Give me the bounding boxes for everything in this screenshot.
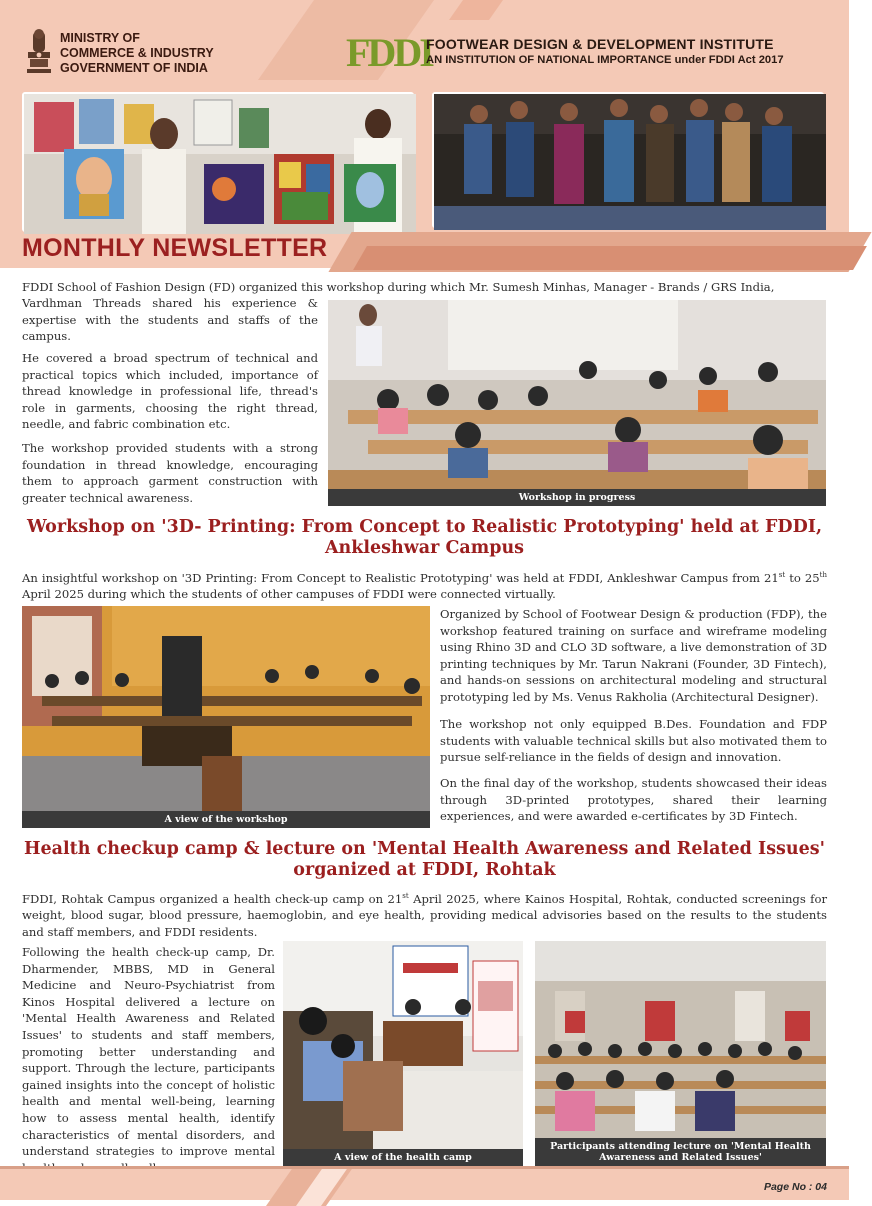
ministry-block — [60, 31, 214, 76]
section2-heading: Workshop on '3D- Printing: From Concept to Realistic Prototyping' held at FDDI, Ankleshwar Campus — [26, 517, 823, 558]
fashion-show-photo — [432, 92, 824, 228]
ministry-line: GOVERNMENT OF INDIA — [60, 61, 208, 75]
section2-intro — [22, 567, 827, 603]
ordinal-suffix: st — [778, 571, 786, 579]
footer-divider — [0, 1166, 849, 1169]
page-footer — [0, 1166, 849, 1200]
page-header — [0, 0, 849, 268]
ordinal-suffix: th — [819, 571, 827, 579]
newsletter-title: MONTHLY NEWSLETTER — [22, 234, 328, 262]
institute-subtitle: AN INSTITUTION OF NATIONAL IMPORTANCE under FDDI Act 2017 — [426, 54, 784, 66]
section3-paragraph: Following the health check-up camp, Dr. Dharmender, MBBS, MD in General Medicine and Neuro-Psychiatrist from Kinos Hospital delivered a lecture on 'Mental Health Awareness and Related Issues' to students and staff members, promoting better understanding and support. Through the lecture, participants gained insights into the concept of holistic health and mental well-being, learning how to assess mental health, identify characteristics of mental disorders, and understand strategies to improve mental — [22, 945, 275, 1159]
photo-caption: A view of the workshop — [22, 811, 430, 828]
title-banner-decoration — [353, 246, 867, 270]
ministry-line: COMMERCE & INDUSTRY — [60, 46, 214, 60]
fddi-logo — [346, 30, 432, 75]
intro-text: April 2025 during which the students of other campuses of FDDI were connected virtually. — [22, 587, 556, 602]
section3-heading: Health checkup camp & lecture on 'Mental Health Awareness and Related Issues' organized at FDDI, Rohtak — [24, 839, 825, 880]
photo-caption: A view of the health camp — [283, 1149, 523, 1166]
workshop-photo — [328, 300, 826, 506]
section2-paragraph: Organized by School of Footwear Design & production (FDP), the workshop featured training on surface and wireframe modeling using Rhino 3D and CLO 3D software, a live demonstration of 3D printing techniques by Mr. Tarun Nakrani (Founder, 3D Fintech), and hands-on sessions on architectural modeling and structural prototyping led by Ms. Venus Rakholia (Architectural Designer). — [440, 607, 827, 704]
health-camp-photo — [283, 941, 523, 1166]
national-emblem-icon — [24, 28, 54, 78]
intro-text: April 2025, where Kainos Hospital, Rohtak, conducted screenings for weight, blood sugar, blood pressure, haemoglobin, and eye health, providing medical advisories based on the results to the students and staff members, and FDDI residents. — [22, 891, 827, 940]
workshop-view-photo — [22, 606, 430, 828]
section1-intro-line: FDDI School of Fashion Design (FD) organized this workshop during which Mr. Sumesh Minhas, Manager - Brands / GRS India, — [22, 280, 775, 294]
lecture-photo — [535, 941, 826, 1166]
page-number: Page No : 04 — [763, 1181, 827, 1193]
intro-text: to 25 — [785, 570, 820, 585]
header-decoration — [449, 0, 531, 20]
intro-text: FDDI, Rohtak Campus organized a health check-up camp on 21 — [22, 891, 403, 906]
section2-paragraph: The workshop not only equipped B.Des. Foundation and FDP students with valuable technical skills but also motivated them to pursue self-reliance in the fields of design and innovation. — [440, 717, 827, 765]
section1-paragraph: The workshop provided students with a strong foundation in thread knowledge, encouraging them to approach garment construction with greater technical awareness. — [22, 441, 318, 505]
section3-intro — [22, 888, 827, 941]
intro-text: An insightful workshop on '3D Printing: From Concept to Realistic Prototyping' was held at FDDI, Ankleshwar Campus from 21 — [22, 570, 779, 585]
section2-paragraph: On the final day of the workshop, students showcased their ideas through 3D-printed prototypes, shared their learning experiences, and were awarded e-certificates by 3D Fintech. — [440, 776, 827, 824]
ministry-line: MINISTRY OF — [60, 31, 140, 45]
photo-caption: Participants attending lecture on 'Mental Health Awareness and Related Issues' — [535, 1138, 826, 1166]
ordinal-suffix: st — [402, 892, 409, 900]
section1-paragraph: Vardhman Threads shared his experience & expertise with the students and staffs of the campus. — [22, 296, 318, 344]
photo-caption: Workshop in progress — [328, 489, 826, 506]
logo-text: FDDI — [346, 30, 432, 75]
institute-name: FOOTWEAR DESIGN & DEVELOPMENT INSTITUTE — [426, 36, 774, 52]
art-exhibition-photo — [22, 92, 414, 232]
section1-paragraph: He covered a broad spectrum of technical and practical topics which included, importance of thread knowledge in professional life, thread's role in garments, choosing the right thread, needle, and fabric combination etc. — [22, 351, 318, 432]
